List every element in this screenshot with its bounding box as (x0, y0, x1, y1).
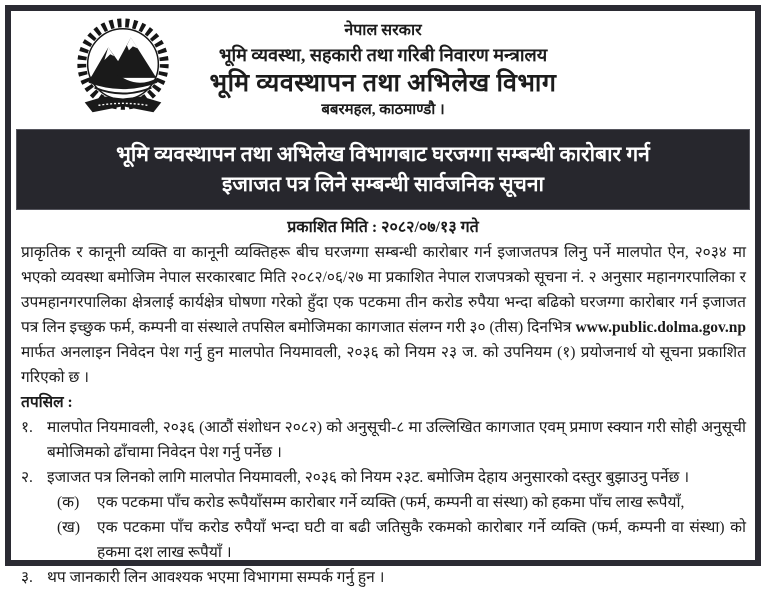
government-name: नेपाल सरकार (344, 22, 422, 39)
letterhead (11, 11, 755, 122)
notice-title-line2: इजाजत पत्र लिने सम्बन्धी सार्वजनिक सूचना (222, 172, 544, 196)
website-url: www.public.dolma.gov.np (575, 319, 746, 336)
list-item-2-text: इजाजत पत्र लिनको लागि मालपोत नियमावली, २०३६ को नियम २३ट. बमोजिम देहाय अनुसारको दस्तुर बुझाउनु पर्नेछ । (47, 469, 690, 486)
sub-kha-text: एक पटकमा पाँच करोड रुपैयाँ भन्दा घटी वा बढी जतिसुकै रकमको कारोबार गर्ने व्यक्ति (फर्म, कम्पनी वा संस्था) को हकमा दश लाख रूपैयाँ । (97, 519, 746, 561)
notice-body (11, 239, 755, 590)
list-item-2 (21, 465, 746, 490)
sub-ka-marker: (क) (57, 494, 80, 511)
notice-document-page (5, 5, 761, 586)
paragraph-text-before-url: प्राकृतिक र कानूनी व्यक्ति वा कानूनी व्यक्तिहरू बीच घरजग्गा सम्बन्धी कारोबार गर्न इजाजतपत्र लिनु पर्ने मालपोत ऐन, २०३४ मा भएको व्यवस्था बमोजिम नेपाल सरकारबाट मिति २०८२/०६/२७ मा प्रकाशित नेपाल राजपत्रको सूचना नं. २ अनुसार महानगरपालिका र उपमहानगरपालिका क्षेत्रलाई कार्यक्षेत्र घोषणा गरेको हुँदा एक पटकमा तीन करोड रुपैया भन्दा बढिको घरजग्गा कारोबार गर्न इजाजत पत्र लिन इच्छुक फर्म, कम्पनी वा संस्थाले तपसिल बमोजिमका कागजात संलग्न गरी ३० (तीस) दिनभित्र (21, 244, 746, 336)
nepal-government-emblem-icon (69, 15, 177, 123)
tapasil-heading: तपसिल : (21, 394, 73, 411)
published-date: प्रकाशित मिति : २०८२/०७/१३ गते (287, 219, 479, 236)
address-line: बबरमहल, काठमाण्डौ । (321, 102, 445, 118)
sub-kha-marker: (ख) (57, 519, 81, 536)
list-item-3-text: थप जानकारी लिन आवश्यक भएमा विभागमा सम्पर्क गर्नु हुन । (47, 569, 385, 586)
paragraph-text-after-url: मार्फत अनलाइन निवेदन पेश गर्नु हुन मालपोत नियमावली, २०३६ को नियम २३ ज. को उपनियम (१) प्रयोजनार्थ यो सूचना प्रकाशित गरिएको छ । (21, 344, 746, 386)
ministry-name: भूमि व्यवस्था, सहकारी तथा गरिबी निवारण मन्त्रालय (218, 45, 548, 65)
tapasil-list (21, 415, 746, 590)
list-item-1-text: मालपोत नियमावली, २०३६ (आठौं संशोधन २०८२) को अनुसूची-८ मा उल्लिखित कागजात एवम् प्रमाण स्क्यान गरी सोही अनुसूची बमोजिमको ढाँचामा निवेदन पेश गर्नु पर्नेछ । (47, 419, 746, 461)
department-name: भूमि व्यवस्थापन तथा अभिलेख विभाग (209, 70, 557, 97)
notice-title-banner (16, 129, 750, 210)
list-item-3 (21, 565, 746, 590)
list-item-2-sub-ka (21, 490, 746, 515)
sub-ka-text: एक पटकमा पाँच करोड रूपैयाँसम्म कारोबार गर्ने व्यक्ति (फर्म, कम्पनी वा संस्था) को हकमा पाँच लाख रूपैयाँ, (97, 494, 685, 511)
notice-paragraph (21, 240, 746, 390)
list-item-2-number: २. (21, 469, 33, 486)
list-item-2-sub-kha (21, 515, 746, 565)
notice-title-line1: भूमि व्यवस्थापन तथा अभिलेख विभागबाट घरजग्गा सम्बन्धी कारोबार गर्न (116, 142, 650, 166)
list-item-1-number: १. (21, 419, 33, 436)
list-item-3-number: ३. (21, 569, 33, 586)
list-item-1 (21, 415, 746, 465)
